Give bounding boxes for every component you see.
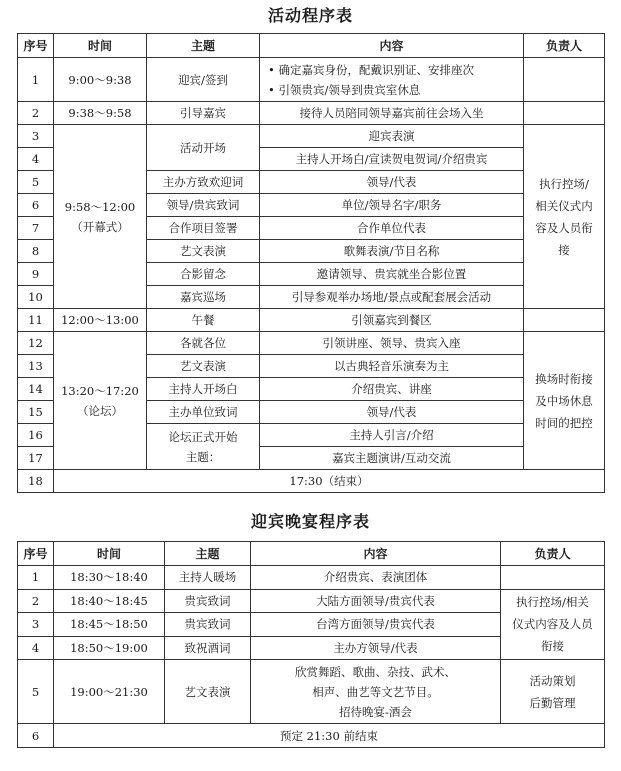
table-row: [18, 309, 605, 332]
header-content: 内容: [260, 34, 524, 58]
dinner-schedule-title: 迎宾晚宴程序表: [250, 512, 370, 531]
row-no: 14: [18, 378, 54, 401]
owner-opening: [524, 125, 605, 309]
row-no: 10: [18, 286, 54, 309]
owner-line: 执行控场/: [539, 176, 589, 191]
table-row: [18, 332, 605, 355]
row-topic: 午餐: [147, 309, 260, 332]
table-row: [18, 470, 605, 493]
row-time: 18:45～18:50: [54, 613, 165, 637]
owner-line: 仪式内容及人员: [512, 617, 593, 632]
header-time: 时间: [54, 34, 147, 58]
header-row: [18, 34, 605, 58]
row-content: 台湾方面领导/贵宾代表: [251, 613, 501, 637]
owner-dinner-a: [501, 589, 605, 660]
row-time: 18:50～19:00: [54, 636, 165, 660]
row-content: 主办方领导/代表: [251, 636, 501, 660]
row-time: 19:00～21:30: [54, 660, 165, 724]
schedule-title: 活动程序表: [267, 6, 353, 25]
row-content: 引领讲座、领导、贵宾入座: [260, 332, 524, 355]
row-time: 18:30～18:40: [54, 566, 165, 590]
row-topic: 贵宾致词: [165, 589, 251, 613]
row-content: 介绍贵宾、讲座: [260, 378, 524, 401]
row-content: 以古典轻音乐演奏为主: [260, 355, 524, 378]
owner-line: 相关仪式内: [535, 198, 593, 213]
row-content: [251, 660, 501, 724]
group-time-forum: [54, 332, 147, 470]
row-topic: [147, 424, 260, 470]
row-no: 2: [18, 589, 54, 613]
row-content: 大陆方面领导/贵宾代表: [251, 589, 501, 613]
table-row: [18, 589, 605, 613]
row-no: 16: [18, 424, 54, 447]
row-time: 9:00～9:38: [54, 58, 147, 102]
row-no: 12: [18, 332, 54, 355]
row-owner: [524, 102, 605, 125]
header-owner: 负责人: [524, 34, 605, 58]
header-time: 时间: [54, 542, 165, 566]
row-content: 领导/代表: [260, 401, 524, 424]
row-topic: 合影留念: [147, 263, 260, 286]
row-no: 11: [18, 309, 54, 332]
row-content: 接待人员陪同领导嘉宾前往会场入坐: [260, 102, 524, 125]
row-topic: 主办单位致词: [147, 401, 260, 424]
row-topic: 主持人暖场: [165, 566, 251, 590]
row-topic: 引导嘉宾: [147, 102, 260, 125]
topic-line: 论坛正式开始: [168, 429, 238, 444]
row-time: 9:38～9:58: [54, 102, 147, 125]
row-no: 7: [18, 217, 54, 240]
row-content: 主持人引言/介绍: [260, 424, 524, 447]
topic-line: 主题：: [185, 449, 221, 464]
row-owner: [501, 566, 605, 590]
row-content: 介绍贵宾、表演团体: [251, 566, 501, 590]
row-topic: 合作项目签署: [147, 217, 260, 240]
row-owner: [524, 58, 605, 102]
row-time: 12:00～13:00: [54, 309, 147, 332]
header-row: [18, 542, 605, 566]
header-content: 内容: [251, 542, 501, 566]
row-time: 18:40～18:45: [54, 589, 165, 613]
header-topic: 主题: [147, 34, 260, 58]
owner-line: 换场时衔接: [535, 371, 593, 386]
content-line: 欣赏舞蹈、歌曲、杂技、武术、: [295, 664, 456, 679]
row-content: 引导参观举办场地/景点或配套展会活动: [260, 286, 524, 309]
row-no: 9: [18, 263, 54, 286]
header-owner: 负责人: [501, 542, 605, 566]
time-range: 13:20～17:20: [61, 383, 139, 398]
row-no: 5: [18, 660, 54, 724]
row-no: 6: [18, 194, 54, 217]
row-content: 迎宾表演: [260, 125, 524, 148]
table-row: [18, 58, 605, 102]
owner-line: 衔接: [541, 639, 564, 654]
row-topic: 艺文表演: [147, 355, 260, 378]
owner-dinner-b: [501, 660, 605, 724]
row-no: 8: [18, 240, 54, 263]
owner-line: 容及人员衔: [535, 220, 593, 235]
row-end-note: 17:30（结束）: [54, 470, 605, 493]
header-no: 序号: [18, 34, 54, 58]
row-no: 15: [18, 401, 54, 424]
dinner-schedule-table: [17, 541, 605, 748]
row-no: 17: [18, 447, 54, 470]
row-owner: [524, 309, 605, 332]
owner-line: 执行控场/相关: [516, 595, 589, 610]
header-no: 序号: [18, 542, 54, 566]
group-time-opening: [54, 125, 147, 309]
row-topic: 致祝酒词: [165, 636, 251, 660]
row-topic: 艺文表演: [147, 240, 260, 263]
row-content: 歌舞表演/节目名称: [260, 240, 524, 263]
row-topic: 主持人开场白: [147, 378, 260, 401]
content-line: 相声、曲艺等文艺节目。: [312, 684, 439, 699]
row-no: 1: [18, 58, 54, 102]
row-topic: 各就各位: [147, 332, 260, 355]
table-row: [18, 660, 605, 724]
row-no: 2: [18, 102, 54, 125]
row-no: 3: [18, 613, 54, 637]
content-line: 招待晚宴-酒会: [339, 704, 412, 719]
owner-line: 后勤管理: [529, 695, 576, 710]
table-row: [18, 724, 605, 748]
row-content: 单位/领导名字/职务: [260, 194, 524, 217]
row-no: 1: [18, 566, 54, 590]
content-bullet: • 引领贵宾/领导到贵宾室休息: [268, 80, 521, 100]
owner-line: 及中场休息: [535, 393, 593, 408]
time-range: 9:58～12:00: [64, 199, 136, 214]
table-row: [18, 102, 605, 125]
table-row: [18, 566, 605, 590]
row-no: 6: [18, 724, 54, 748]
owner-line: 活动策划: [529, 673, 576, 688]
row-topic: 领导/贵宾致词: [147, 194, 260, 217]
row-content: 主持人开场白/宣读贺电贺词/介绍贵宾: [260, 148, 524, 171]
row-no: 13: [18, 355, 54, 378]
row-content: 领导/代表: [260, 171, 524, 194]
row-content: 引领嘉宾到餐区: [260, 309, 524, 332]
owner-forum: [524, 332, 605, 470]
row-topic: 主办方致欢迎词: [147, 171, 260, 194]
row-content: 合作单位代表: [260, 217, 524, 240]
row-no: 3: [18, 125, 54, 148]
time-note: （开幕式）: [71, 219, 129, 234]
row-content: 嘉宾主题演讲/互动交流: [260, 447, 524, 470]
row-no: 4: [18, 636, 54, 660]
row-topic: 活动开场: [147, 125, 260, 171]
row-topic: 贵宾致词: [165, 613, 251, 637]
row-no: 5: [18, 171, 54, 194]
owner-line: 接: [558, 242, 570, 257]
row-content: [260, 58, 524, 102]
table-row: [18, 125, 605, 148]
content-bullet: • 确定嘉宾身份，配戴识别证、安排座次: [268, 60, 521, 80]
header-topic: 主题: [165, 542, 251, 566]
row-topic: 嘉宾巡场: [147, 286, 260, 309]
row-topic: 艺文表演: [165, 660, 251, 724]
row-content: 邀请领导、贵宾就坐合影位置: [260, 263, 524, 286]
activity-schedule-table: [17, 33, 605, 493]
time-note: （论坛）: [77, 403, 123, 418]
row-end-note: 预定 21:30 前结束: [54, 724, 605, 748]
owner-line: 时间的把控: [535, 415, 593, 430]
row-no: 4: [18, 148, 54, 171]
row-no: 18: [18, 470, 54, 493]
row-topic: 迎宾/签到: [147, 58, 260, 102]
